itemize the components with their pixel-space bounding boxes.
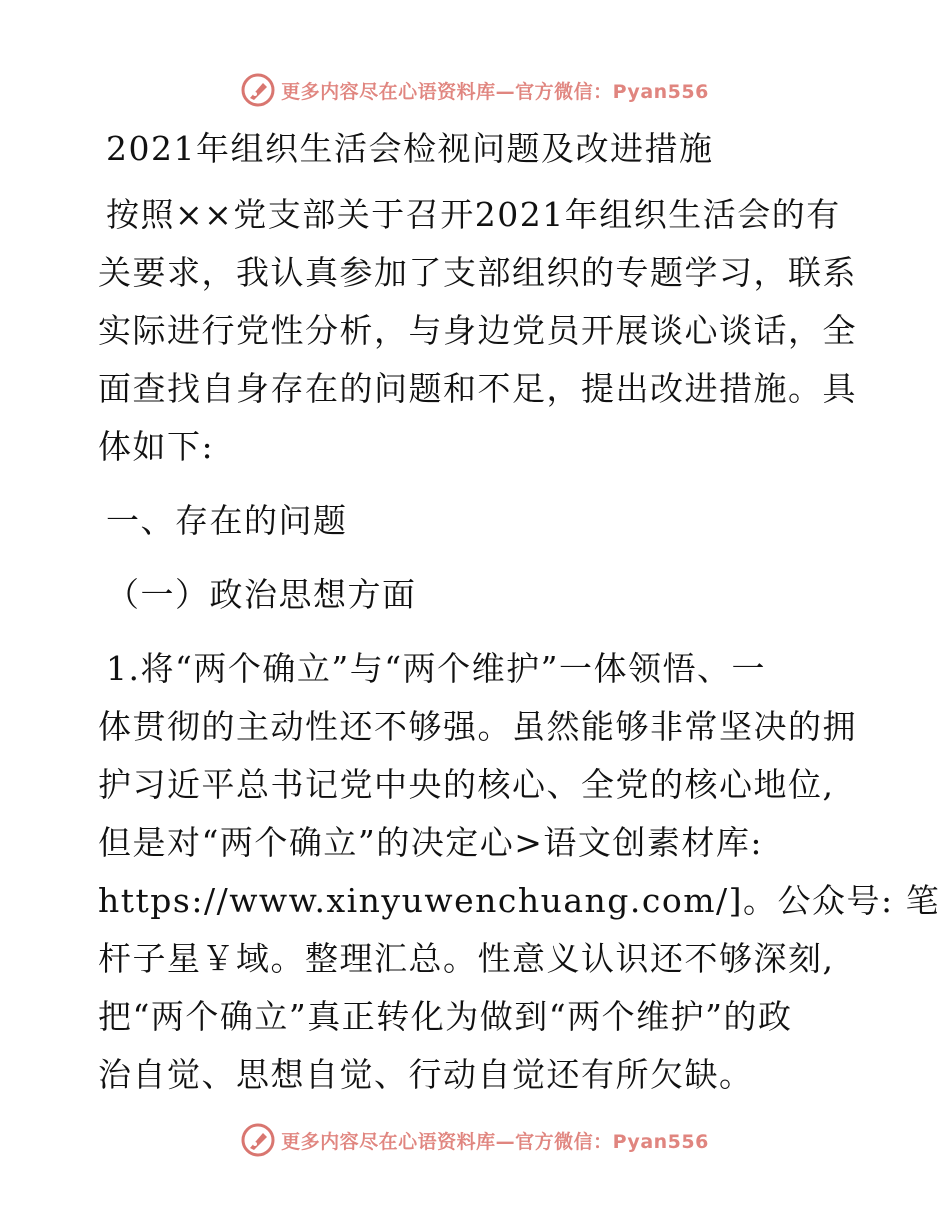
pen-nib-icon [241,1123,275,1157]
watermark-text: 更多内容尽在心语资料库—官方微信：Pyan556 [281,80,709,103]
item-line: 把“两个确立”真正转化为做到“两个维护”的政 [98,997,793,1036]
intro-paragraph [98,186,858,476]
item-line: 1.将“两个确立”与“两个维护”一体领悟、一 [106,649,766,688]
subsection-heading: （一）政治思想方面 [106,575,417,614]
item-line-url: https://www.xinyuwenchuang.com/]。公众号: 笔 [98,881,941,920]
item-line: 治自觉、思想自觉、行动自觉还有所欠缺。 [98,1055,754,1094]
intro-line: 面查找自身存在的问题和不足，提出改进措施。具 [98,369,857,408]
watermark-banner-top [0,70,950,110]
document-body [98,118,941,1104]
item-line: 体贯彻的主动性还不够强。虽然能够非常坚决的拥 [98,707,857,746]
item-1-paragraph [98,640,941,1104]
intro-line: 体如下: [98,427,215,466]
intro-line: 关要求，我认真参加了支部组织的专题学习，联系 [98,253,857,292]
intro-line: 按照××党支部关于召开2021年组织生活会的有 [106,195,841,234]
item-line: 但是对“两个确立”的决定心>语文创素材库: [98,823,764,862]
item-line: 杆子星￥域。整理汇总。性意义认识还不够深刻, [98,939,835,978]
watermark-text: 更多内容尽在心语资料库—官方微信：Pyan556 [281,1130,709,1153]
document-title: 2021年组织生活会检视问题及改进措施 [106,129,714,168]
pen-nib-icon [241,73,275,107]
intro-line: 实际进行党性分析，与身边党员开展谈心谈话，全 [98,311,857,350]
section-heading: 一、存在的问题 [106,501,348,540]
item-line: 护习近平总书记党中央的核心、全党的核心地位, [98,765,835,804]
watermark-banner-bottom [0,1120,950,1160]
